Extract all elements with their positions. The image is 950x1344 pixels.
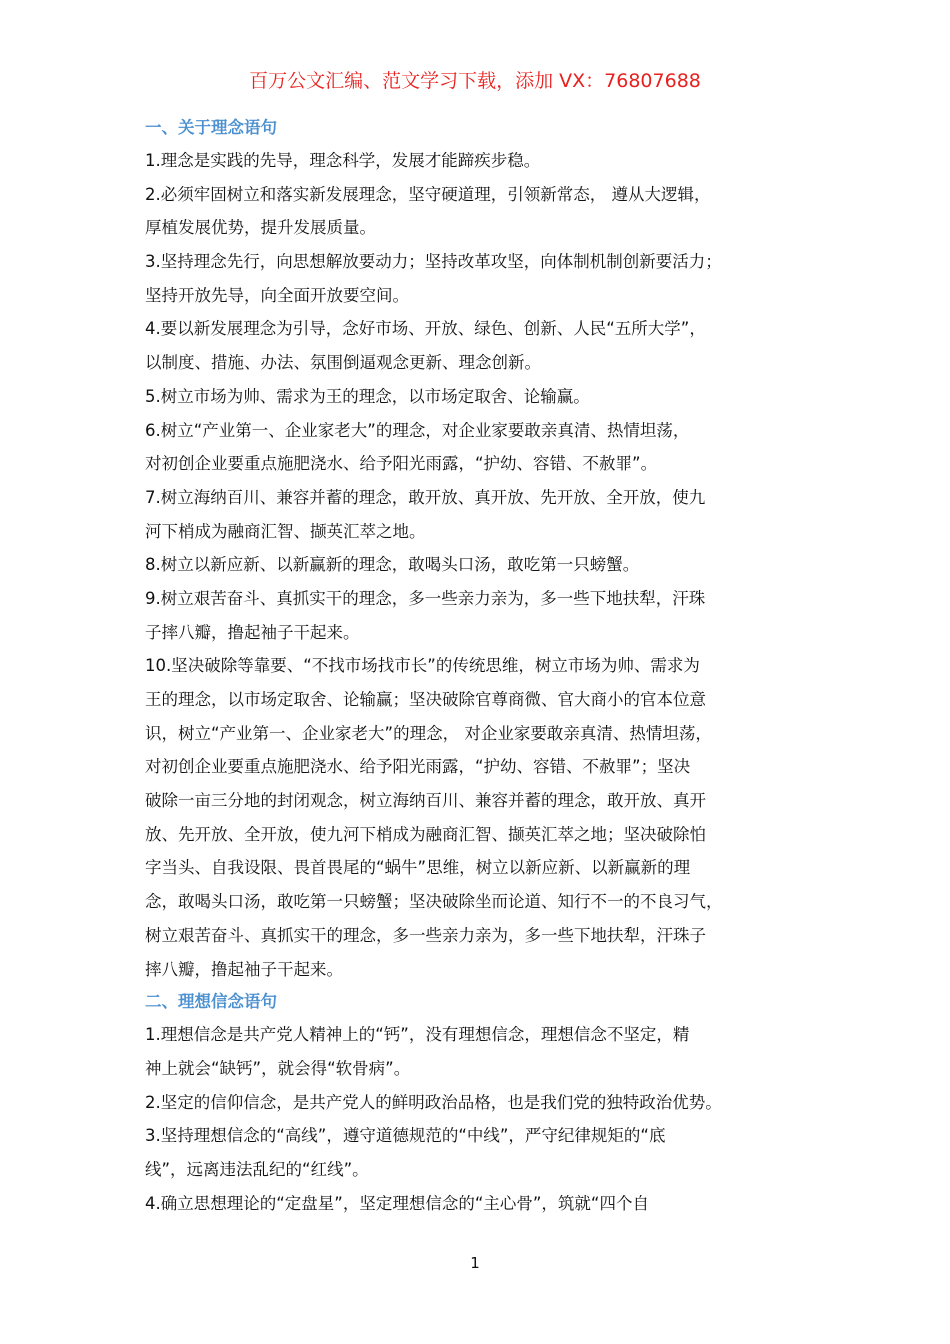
paragraph-line: 识，树立“产业第一、企业家老大”的理念， 对企业家要敢亲真清、热情坦荡， [145, 723, 712, 743]
paragraph-line: 河下梢成为融商汇智、撷英汇萃之地。 [145, 521, 426, 541]
document-body [145, 112, 825, 1220]
paragraph [145, 1086, 825, 1120]
paragraph-line: 2.坚定的信仰信念，是共产党人的鲜明政治品格，也是我们党的独特政治优势。 [145, 1092, 722, 1112]
paragraph-line: 对初创企业要重点施肥浇水、给予阳光雨露，“护幼、容错、不赦罪”。 [145, 454, 658, 474]
paragraph-line: 6.树立“产业第一、企业家老大”的理念，对企业家要敢亲真清、热情坦荡， [145, 420, 690, 440]
paragraph [145, 380, 825, 414]
paragraph-line: 厚植发展优势，提升发展质量。 [145, 218, 376, 238]
section-paragraphs [145, 1018, 825, 1220]
paragraph-line: 1.理想信念是共产党人精神上的“钙”，没有理想信念，理想信念不坚定，精 [145, 1025, 690, 1045]
section-title: 一、关于理念语句 [145, 118, 277, 137]
paragraph-line: 1.理念是实践的先导，理念科学，发展才能蹄疾步稳。 [145, 151, 541, 170]
paragraph-line: 4.要以新发展理念为引导，念好市场、开放、绿色、创新、人民“五所大学”， [145, 319, 706, 339]
paragraph-line: 念，敢喝头口汤，敢吃第一只螃蟹；坚决破除坐而论道、知行不一的不良习气， [145, 892, 723, 912]
paragraph-line: 3.坚持理想信念的“高线”，遵守道德规范的“中线”，严守纪律规矩的“底 [145, 1126, 666, 1146]
section-paragraphs [145, 144, 825, 986]
paragraph-line: 神上就会“缺钙”，就会得“软骨病”。 [145, 1058, 411, 1078]
paragraph-line: 放、先开放、全开放，使九河下梢成为融商汇智、撷英汇萃之地；坚决破除怕 [145, 824, 706, 844]
paragraph [145, 481, 825, 548]
paragraph-line: 线”，远离违法乱纪的“红线”。 [145, 1159, 369, 1179]
paragraph [145, 582, 825, 649]
paragraph [145, 1119, 825, 1186]
paragraph [145, 178, 825, 245]
paragraph-line: 10.坚决破除等靠要、“不找市场找市长”的传统思维，树立市场为帅、需求为 [145, 656, 700, 676]
paragraph-line: 字当头、自我设限、畏首畏尾的“蜗牛”思维，树立以新应新、以新赢新的理 [145, 858, 691, 878]
paragraph-line: 对初创企业要重点施肥浇水、给予阳光雨露，“护幼、容错、不赦罪”；坚决 [145, 757, 691, 777]
paragraph-line: 树立艰苦奋斗、真抓实干的理念，多一些亲力亲为，多一些下地扶犁，汗珠子 [145, 925, 706, 945]
paragraph-line: 子摔八瓣，撸起袖子干起来。 [145, 622, 360, 642]
paragraph-line: 8.树立以新应新、以新赢新的理念，敢喝头口汤，敢吃第一只螃蟹。 [145, 555, 640, 575]
paragraph-line: 9.树立艰苦奋斗、真抓实干的理念，多一些亲力亲为，多一些下地扶犁，汗珠 [145, 588, 706, 608]
paragraph-line: 以制度、措施、办法、氛围倒逼观念更新、理念创新。 [145, 353, 541, 373]
paragraph [145, 548, 825, 582]
section-title: 二、理想信念语句 [145, 992, 277, 1012]
paragraph [145, 1018, 825, 1085]
paragraph-line: 2.必须牢固树立和落实新发展理念，坚守硬道理，引领新常态， 遵从大逻辑， [145, 184, 711, 204]
paragraph [145, 1187, 825, 1221]
paragraph-line: 王的理念，以市场定取舍、论输赢；坚决破除官尊商微、官大商小的官本位意 [145, 690, 706, 709]
page-number: 1 [470, 1254, 480, 1272]
paragraph [145, 312, 825, 379]
paragraph-line: 3.坚持理念先行，向思想解放要动力；坚持改革攻坚，向体制机制创新要活力； [145, 252, 722, 272]
paragraph [145, 245, 825, 312]
header-watermark: 百万公文汇编、范文学习下载，添加 VX：76807688 [249, 70, 701, 92]
paragraph [145, 414, 825, 481]
paragraph-line: 坚持开放先导，向全面开放要空间。 [145, 285, 409, 305]
paragraph-line: 7.树立海纳百川、兼容并蓄的理念，敢开放、真开放、先开放、全开放，使九 [145, 487, 706, 507]
paragraph-line: 破除一亩三分地的封闭观念，树立海纳百川、兼容并蓄的理念，敢开放、真开 [145, 791, 706, 811]
paragraph-line: 4.确立思想理论的“定盘星”，坚定理想信念的“主心骨”，筑就“四个自 [145, 1193, 649, 1213]
paragraph [145, 649, 825, 986]
paragraph-line: 5.树立市场为帅、需求为王的理念，以市场定取舍、论输赢。 [145, 386, 590, 406]
paragraph [145, 144, 825, 178]
paragraph-line: 摔八瓣，撸起袖子干起来。 [145, 959, 343, 979]
